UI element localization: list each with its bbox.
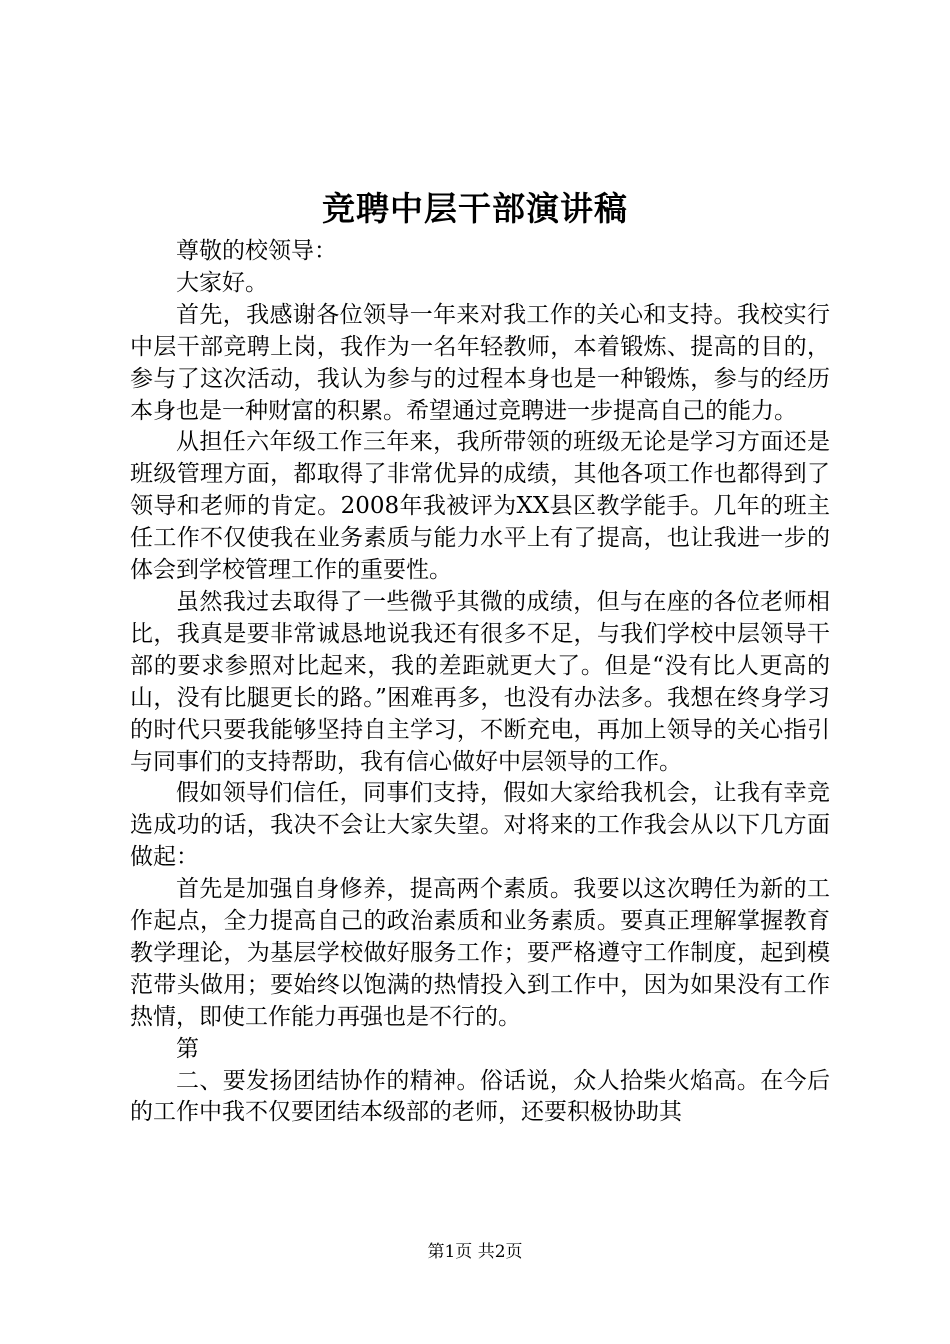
paragraph: 虽然我过去取得了一些微乎其微的成绩，但与在座的各位老师相比，我真是要非常诚恳地说我还有很多不足，与我们学校中层领导干部的要求参照对比起来，我的差距就更大了。但是“没有比人更高的山，没有比腿更长的路。”困难再多，也没有办法多。我想在终身学习的时代只要我能够坚持自主学习，不断充电，再加上领导的关心指引与同事们的支持帮助，我有信心做好中层领导的工作。: [130, 588, 830, 775]
salutation: 尊敬的校领导：: [176, 238, 337, 264]
paragraph: 从担任六年级工作三年来，我所带领的班级无论是学习方面还是班级管理方面，都取得了非常优异的成绩，其他各项工作也都得到了领导和老师的肯定。2008年我被评为XX县区教学能手。几年的班主任工作不仅使我在业务素质与能力水平上有了提高，也让我进一步的体会到学校管理工作的重要性。: [130, 429, 830, 584]
paragraph: 假如领导们信任，同事们支持，假如大家给我机会，让我有幸竞选成功的话，我决不会让大家失望。对将来的工作我会从以下几方面做起：: [130, 780, 830, 871]
document-title: 竞聘中层干部演讲稿: [322, 189, 628, 228]
greeting: 大家好。: [176, 269, 268, 296]
paragraph: 首先是加强自身修养，提高两个素质。我要以这次聘任为新的工作起点，全力提高自己的政治素质和业务素质。要真正理解掌握教育教学理论，为基层学校做好服务工作；要严格遵守工作制度，起到模范带头做用；要始终以饱满的热情投入到工作中，因为如果没有工作热情，即使工作能力再强也是不行的。: [130, 876, 830, 1030]
paragraph: 第: [176, 1035, 199, 1062]
page-footer: 第1页 共2页: [427, 1242, 523, 1262]
paragraph: 二、要发扬团结协作的精神。俗话说，众人拾柴火焰高。在今后的工作中我不仅要团结本级部的老师，还要积极协助其: [130, 1067, 830, 1126]
paragraph: 首先，我感谢各位领导一年来对我工作的关心和支持。我校实行中层干部竞聘上岗，我作为一名年轻教师，本着锻炼、提高的目的，参与了这次活动，我认为参与的过程本身也是一种锻炼，参与的经历本身也是一种财富的积累。希望通过竞聘进一步提高自己的能力。: [130, 301, 830, 424]
document-body: [130, 236, 830, 1129]
